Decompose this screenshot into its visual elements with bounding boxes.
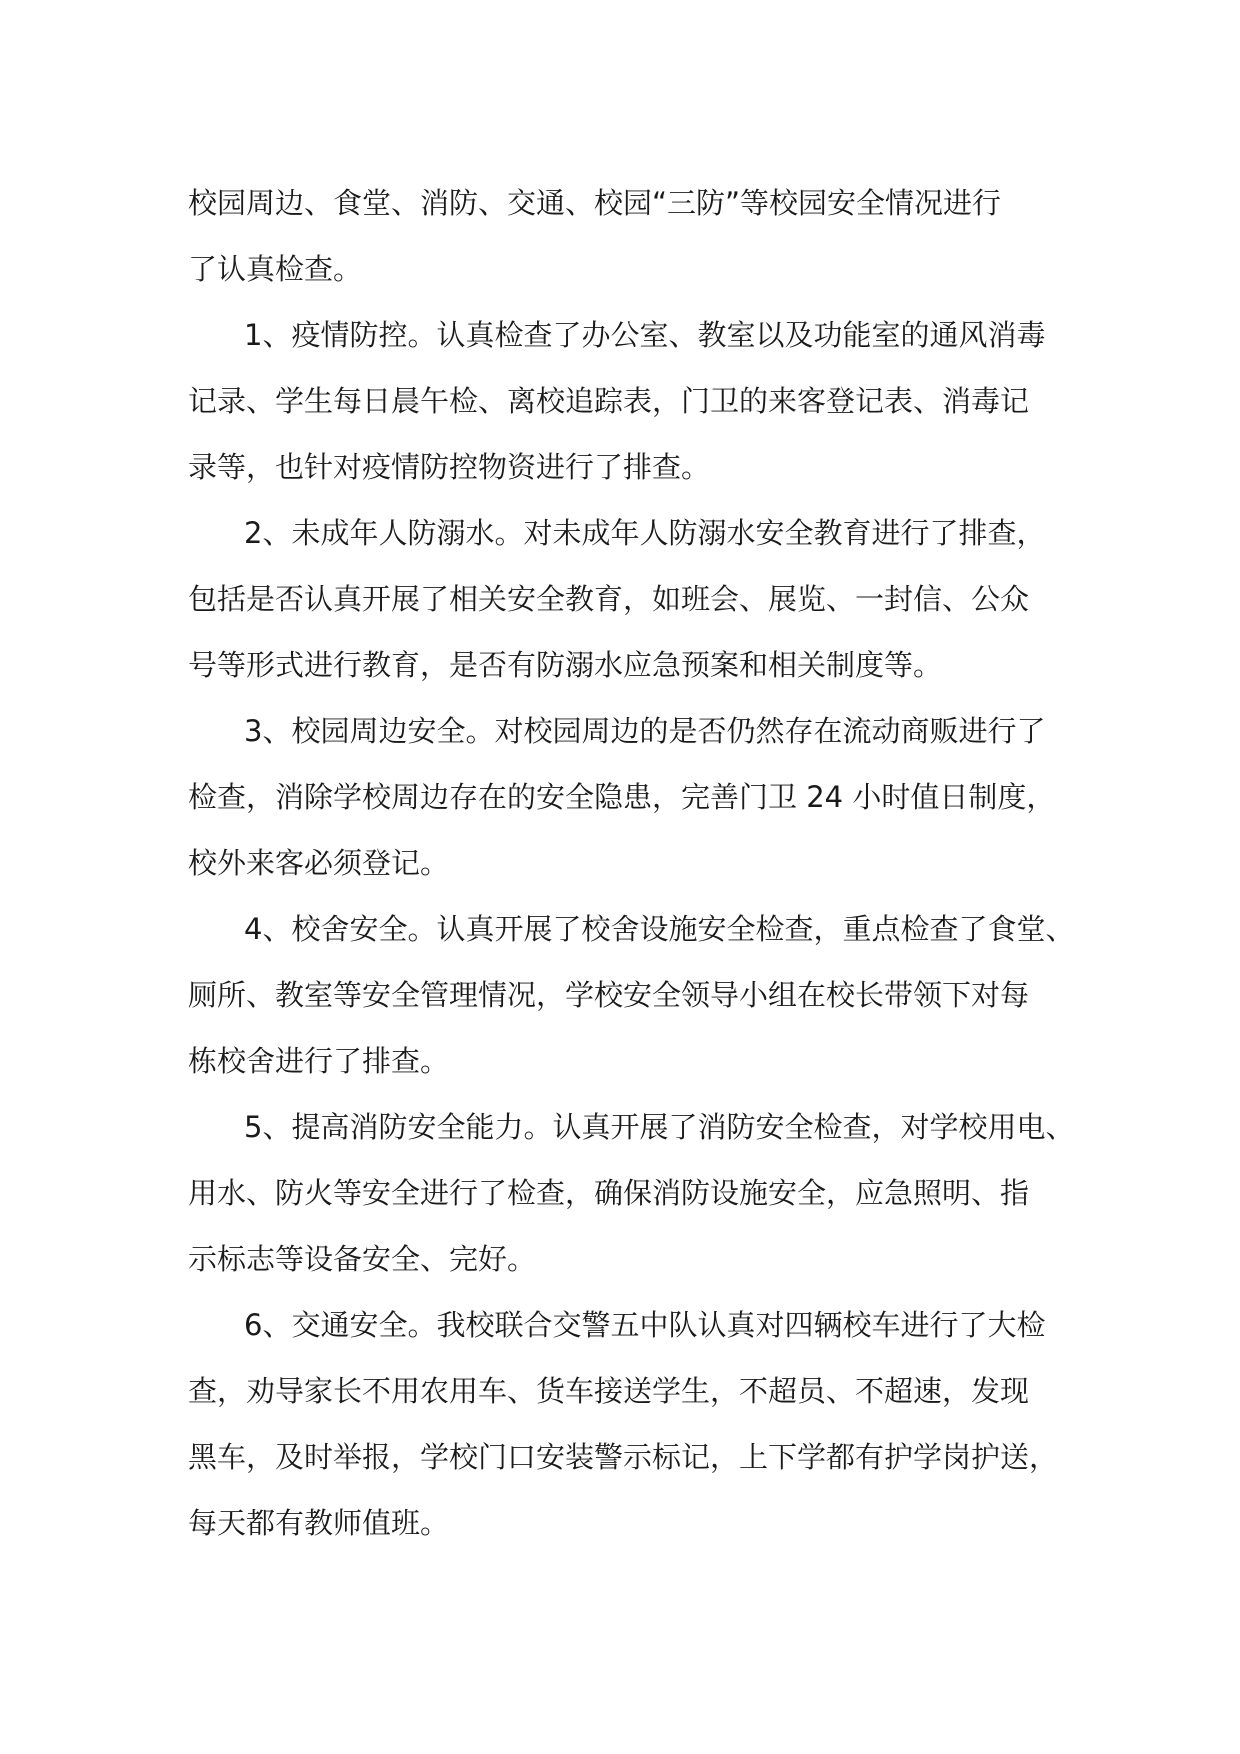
- paragraph-traffic-safety: [188, 1292, 1068, 1556]
- text-line: 1、疫情防控。认真检查了办公室、教室以及功能室的通风消毒: [244, 318, 1046, 352]
- text-line: 栋校舍进行了排查。: [188, 1044, 450, 1078]
- paragraph-epidemic-control: [188, 302, 1068, 500]
- paragraph-intro: [188, 170, 1068, 302]
- text-line: 2、未成年人防溺水。对未成年人防溺水安全教育进行了排查，: [244, 516, 1046, 550]
- paragraph-campus-surroundings: [188, 698, 1068, 896]
- text-line: 用水、防火等安全进行了检查，确保消防设施安全，应急照明、指: [188, 1176, 1030, 1210]
- text-line: 校园周边、食堂、消防、交通、校园“三防”等校园安全情况进行: [188, 186, 1002, 220]
- paragraph-fire-safety: [188, 1094, 1075, 1292]
- text-line: 记录、学生每日晨午检、离校追踪表，门卫的来客登记表、消毒记: [188, 384, 1030, 418]
- text-line: 每天都有教师值班。: [188, 1506, 450, 1540]
- text-line: 5、提高消防安全能力。认真开展了消防安全检查，对学校用电、: [244, 1110, 1075, 1144]
- text-line: 4、校舍安全。认真开展了校舍设施安全检查，重点检查了食堂、: [244, 912, 1075, 946]
- document-body: [188, 170, 1075, 1556]
- text-line: 了认真检查。: [188, 252, 363, 286]
- text-line: 黑车，及时举报，学校门口安装警示标记，上下学都有护学岗护送，: [188, 1440, 1059, 1474]
- text-line: 检查，消除学校周边存在的安全隐患，完善门卫 24 小时值日制度，: [188, 780, 1056, 814]
- text-line: 录等，也针对疫情防控物资进行了排查。: [188, 450, 711, 484]
- text-line: 厕所、教室等安全管理情况，学校安全领导小组在校长带领下对每: [188, 978, 1030, 1012]
- text-line: 查，劝导家长不用农用车、货车接送学生，不超员、不超速，发现: [188, 1374, 1030, 1408]
- text-line: 校外来客必须登记。: [188, 846, 450, 880]
- text-line: 号等形式进行教育，是否有防溺水应急预案和相关制度等。: [188, 648, 943, 682]
- paragraph-drowning-prevention: [188, 500, 1068, 698]
- text-line: 3、校园周边安全。对校园周边的是否仍然存在流动商贩进行了: [244, 714, 1046, 748]
- text-line: 示标志等设备安全、完好。: [188, 1242, 537, 1276]
- text-line: 6、交通安全。我校联合交警五中队认真对四辆校车进行了大检: [244, 1308, 1046, 1342]
- paragraph-building-safety: [188, 896, 1075, 1094]
- text-line: 包括是否认真开展了相关安全教育，如班会、展览、一封信、公众: [188, 582, 1030, 616]
